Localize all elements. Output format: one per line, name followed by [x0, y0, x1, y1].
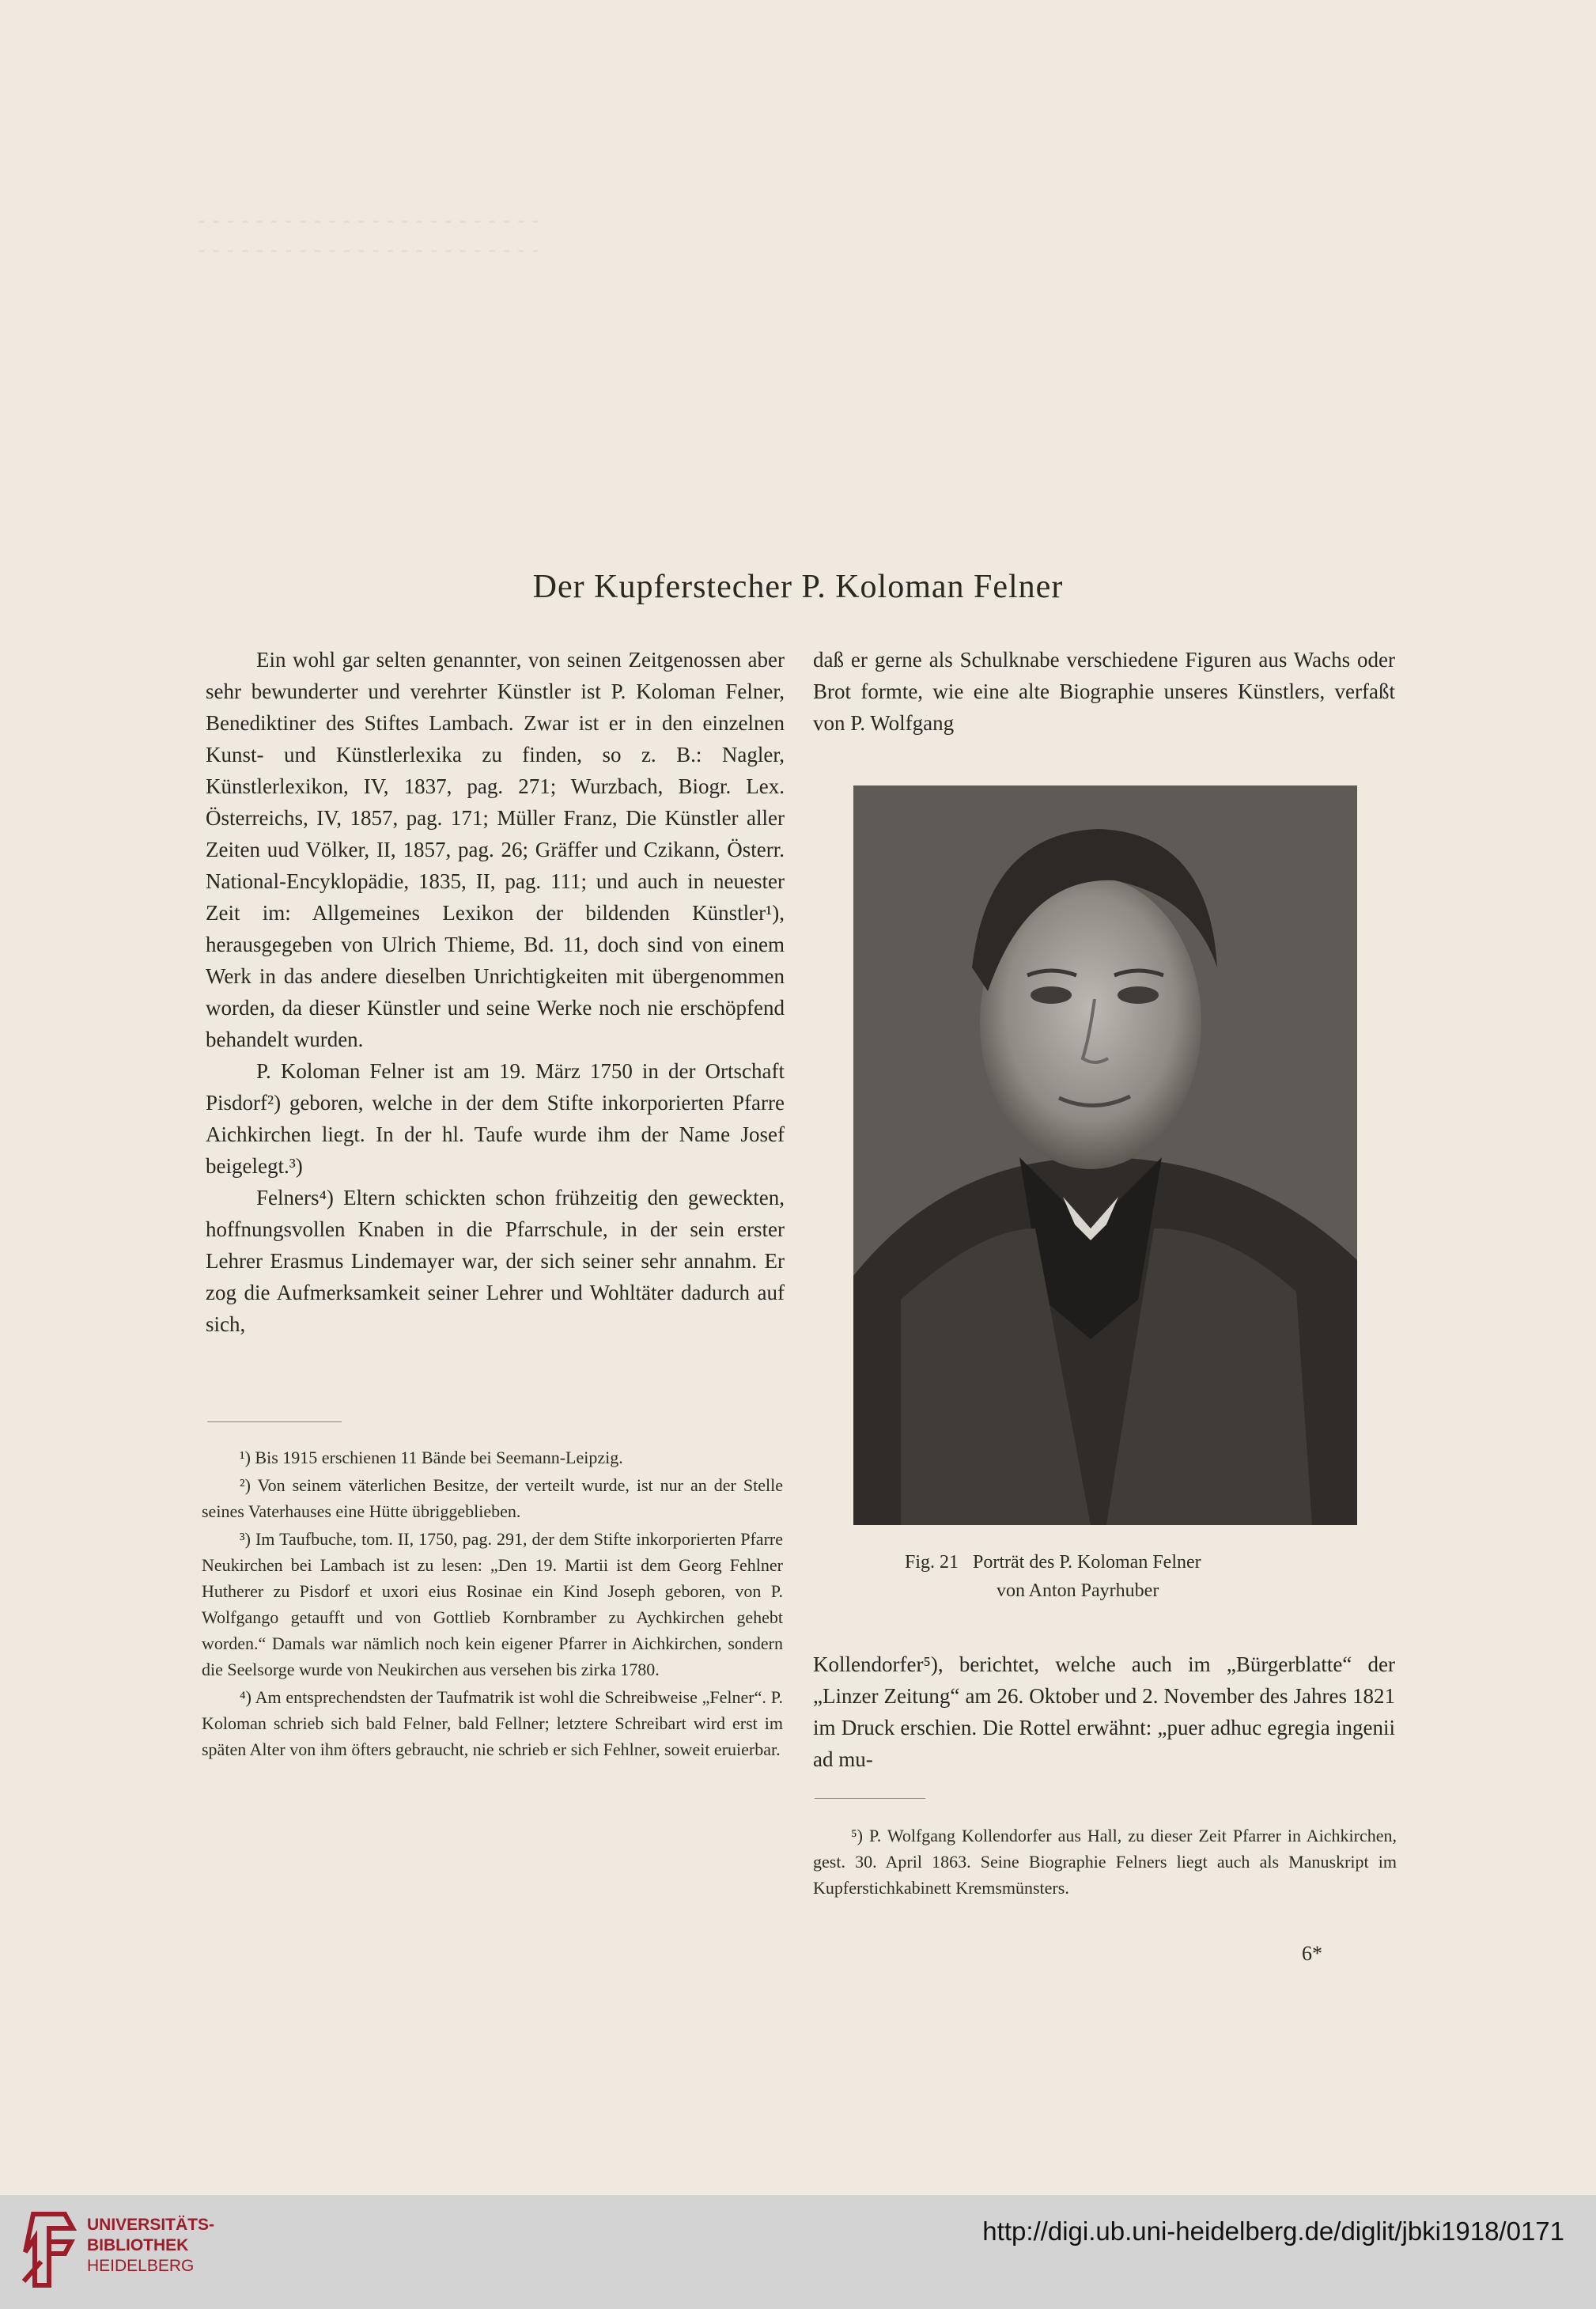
- right-column-top-text: [813, 644, 1395, 739]
- viewer-footer-bar: [0, 2195, 1596, 2309]
- bleed-through-text-left: ‑ ‑ ‑ ‑ ‑ ‑ ‑ ‑ ‑ ‑ ‑ ‑ ‑ ‑ ‑ ‑ ‑ ‑ ‑ ‑ ‑ ‑ ‑ ‑ ‑ ‑ ‑ ‑ ‑ ‑ ‑ ‑ ‑ ‑ ‑ ‑ ‑ ‑ ‑ ‑ ‑ ‑ ‑ ‑ ‑ ‑ ‑ ‑: [198, 207, 539, 263]
- article-title: Der Kupferstecher P. Koloman Felner: [532, 569, 1064, 605]
- right-footnotes: [813, 1823, 1397, 1902]
- library-logo-icon: [17, 2206, 79, 2293]
- left-column-text: [206, 644, 785, 1340]
- right-paragraph-top: daß er gerne als Schulknabe verschiedene Figuren aus Wachs oder Brot formte, wie eine alte Biographie unseres Künstlers, verfaßt von P. Wolfgang: [813, 648, 1395, 735]
- footnote-5: ⁵) P. Wolfgang Kollendorfer aus Hall, zu dieser Zeit Pfarrer in Aichkirchen, gest. 30. April 1863. Seine Biographie Felners liegt auch als Manuskript im Kupferstichkabinett Kremsmünsters.: [813, 1826, 1397, 1898]
- paragraph-1: Ein wohl gar selten genannter, von seinen Zeitgenossen aber sehr bewunderter und verehrter Künstler ist P. Koloman Felner, Benediktiner des Stiftes Lambach. Zwar ist er in den einzelnen Kunst- und Künstlerlexika zu finden, so z. B.: Nagler, Künstlerlexikon, IV, 1837, pag. 271; Wurzbach, Biogr. Lex. Österreichs, IV, 1857, pag. 171; Müller Franz, Die Künstler aller Zeiten uud Völker, II, 1857, pag. 26; Gräffer und Czikann, Österr. National-Encyklopädie, 1835, II, pag. 111; und auch in neuester Zeit im: Allgemeines Lexikon der bildenden Künstler¹), herausgegeben von Ulrich Thieme, Bd. 11, doch sind von einem Werk in das andere dieselben Unrichtigkeiten mit übergenommen worden, da dieser Künstler und seine Werke noch nie erschöpfend behandelt wurden.: [206, 648, 785, 1051]
- right-paragraph-bottom: Kollendorfer⁵), berichtet, welche auch im „Bürgerblatte“ der „Linzer Zeitung“ am 26. Oktober und 2. November des Jahres 1821 im Druck erschien. Die Rottel erwähnt: „puer adhuc egregia ingenii ad mu-: [813, 1652, 1395, 1771]
- footnote-4: ⁴) Am entsprechendsten der Taufmatrik ist wohl die Schreibweise „Felner“. P. Koloman schrieb sich bald Felner, bald Fellner; letztere Schreibart wird erst im späten Alter von ihm öfters gebraucht, nie schrieb er sich Fehlner, soweit eruierbar.: [202, 1687, 783, 1759]
- library-name: [87, 2215, 214, 2277]
- paragraph-3: Felners⁴) Eltern schickten schon frühzeitig den geweckten, hoffnungsvollen Knaben in die Pfarrschule, in der sein erster Lehrer Erasmus Lindemayer war, der sich seiner sehr annahm. Er zog die Aufmerksamkeit seiner Lehrer und Wohltäter dadurch auf sich,: [206, 1186, 785, 1336]
- portrait-image: [853, 785, 1357, 1525]
- library-line-1: UNIVERSITÄTS-: [87, 2216, 215, 2234]
- footnote-separator-right: [815, 1798, 925, 1799]
- permalink-url[interactable]: http://digi.ub.uni-heidelberg.de/diglit/jbki1918/0171: [982, 2216, 1564, 2246]
- footnote-1: ¹) Bis 1915 erschienen 11 Bände bei Seemann-Leipzig.: [240, 1448, 623, 1467]
- paragraph-2: P. Koloman Felner ist am 19. März 1750 in der Ortschaft Pisdorf²) geboren, welche in der dem Stifte inkorporierten Pfarre Aichkirchen liegt. In der hl. Taufe wurde ihm der Name Josef beigelegt.³): [206, 1059, 785, 1178]
- portrait-drawing: [853, 785, 1357, 1525]
- right-column-bottom-text: [813, 1648, 1395, 1775]
- figure-caption-line-2: von Anton Payrhuber: [997, 1580, 1159, 1601]
- left-footnotes: [202, 1444, 783, 1764]
- footnote-3: ³) Im Taufbuche, tom. II, 1750, pag. 291, der dem Stifte inkorporierten Pfarre Neukirchen bei Lambach ist zu lesen: „Den 19. Martii ist dem Georg Fehlner Hutherer zu Pisdorf et uxori eius Rosinae ein Kind Joseph geboren, von P. Wolfgango getaufft und von Gottlieb Kornbramber zu Aychkirchen gehebt worden.“ Damals war nämlich noch kein eigener Pfarrer in Aichkirchen, sondern die Seelsorge wurde von Neukirchen aus versehen bis zirka 1780.: [202, 1529, 783, 1679]
- page-signature-mark: 6*: [1302, 1942, 1322, 1965]
- footnote-separator-left: [207, 1421, 342, 1422]
- library-line-3: HEIDELBERG: [87, 2257, 195, 2275]
- figure-caption-line-1: Fig. 21 Porträt des P. Koloman Felner: [905, 1552, 1201, 1573]
- footnote-2: ²) Von seinem väterlichen Besitze, der verteilt wurde, ist nur an der Stelle seines Vaterhauses eine Hütte übriggeblieben.: [202, 1475, 783, 1521]
- library-line-2: BIBLIOTHEK: [87, 2236, 189, 2254]
